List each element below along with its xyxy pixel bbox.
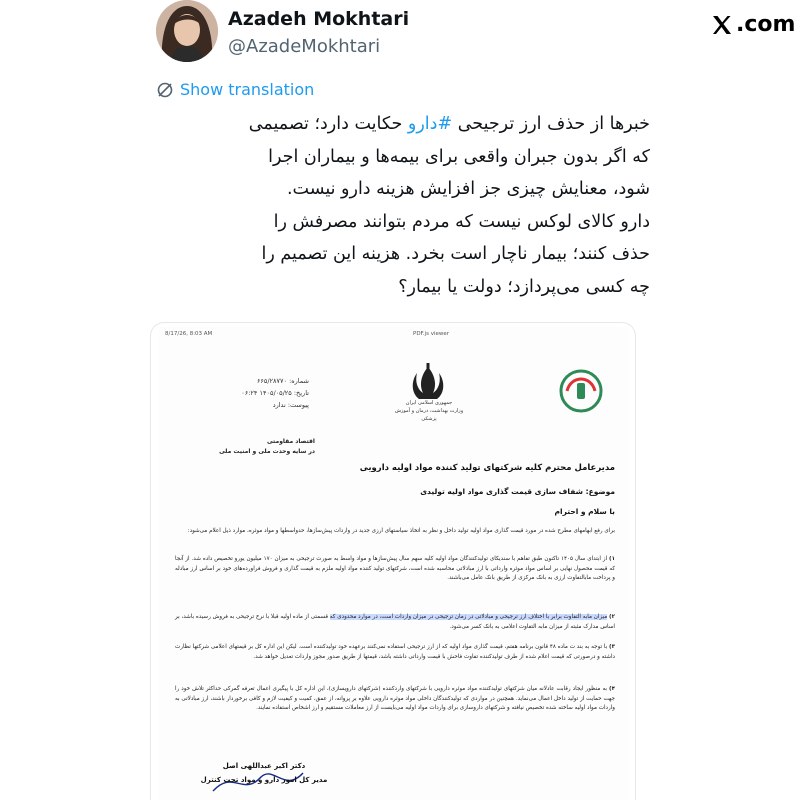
- item-number: ۲): [609, 614, 615, 620]
- fda-logo-icon: [553, 365, 609, 421]
- slogan: [195, 437, 315, 457]
- ministry-line: وزارت بهداشت، درمان و آموزش پزشکی: [394, 408, 464, 422]
- letter-addressee: مدیرعامل محترم کلیه شرکتهای تولید کننده مواد اولیه دارویی: [359, 463, 615, 473]
- signature-block: [189, 759, 339, 787]
- item-number: ۴): [609, 686, 616, 692]
- letter-item: [175, 613, 615, 632]
- tweet-line: دارو کالای لوکس نیست که مردم بتوانند مصرفش را: [273, 211, 650, 232]
- user-handle[interactable]: @AzadeMokhtari: [228, 36, 381, 57]
- item-text: به منظور ایجاد رقابت عادلانه میان شرکتهای تولیدکننده مواد موثره دارویی با شرکتهای واردکننده (شرکتهای دارویسازی)، این اداره کل با پیگیری اعمال تعرفه گمرکی حداکثر تلاش خود را جهت حمایت از تولید داخل اعمال می‌نماید. همچنین در مواردی که تولیدکنندگان داخلی مواد موثره دارویی علاوه بر پروانه، از عمق، کمیت و کیفیت لازم و کافی برخوردار باشند، ارز مبادلاتی به واردات مواد اولیه ساخته شده تخصیص نیافته و شرکتهای داروسازی برای واردات مواد اولیه می‌بایست از ارز معاملات مستقیم و ارز اشخاص استفاده نمایند.: [175, 686, 615, 712]
- translate-icon: [156, 81, 174, 99]
- item-number: ۳): [609, 644, 615, 650]
- tweet-text: [150, 108, 650, 303]
- signer-title: مدیر کل امور دارو و مواد تحت کنترل: [200, 776, 328, 784]
- slogan-line: اقتصاد مقاومتی: [266, 438, 315, 445]
- slogan-line: در سایه وحدت ملی و امنیت ملی: [219, 448, 315, 455]
- item-number: ۱): [609, 556, 615, 562]
- ministry-line: جمهوری اسلامی ایران: [405, 400, 453, 406]
- letter-greeting: با سلام و احترام: [554, 507, 615, 516]
- letter-number: شماره: ۶۶۵/۲۸۷۷۰: [256, 377, 309, 385]
- letter-intro: برای رفع ابهامهای مطرح شده در مورد قیمت گذاری مواد اولیه تولید داخل و نظر به اتخاذ سیاستهای ارزی جدید در واردات پیش‌سازها، حدواسطها و مواد موثره، موارد ذیل اعلام می‌شود:: [187, 528, 615, 534]
- letter-subject: موضوع: شفاف سازی قیمت گذاری مواد اولیه تولیدی: [420, 487, 615, 496]
- letter-meta: [219, 375, 309, 411]
- display-name[interactable]: Azadeh Mokhtari: [228, 8, 410, 30]
- tweet-line: حذف کنند؛ بیمار ناچار است بخرد. هزینه این تصمیم را: [261, 244, 650, 264]
- attached-image[interactable]: [150, 322, 636, 800]
- viewer-title: PDF.js viewer: [413, 331, 450, 337]
- letter-document: [159, 327, 629, 800]
- viewer-timestamp: 8/17/26, 8:03 AM: [165, 331, 213, 337]
- item-text: از ابتدای سال ۱۴۰۵ تاکنون طبق تفاهم با سندیکای تولیدکنندگان مواد اولیه کلیه سهم سال پیش‌سازها و مواد واسط به صورت ترجیحی به میزان ۱۷۰ میلیون یورو تخصیص داده شد. از آنجا که قیمت محصول نهایی بر اساس مواد موثره وارداتی با ارز مبادلاتی محاسبه شده است، شرکتهای تولید کننده مواد اولیه ملزم به قیمت گذاری و فروش فراورده‌های خود بر اساس ارز مبادله و پرداخت مابالتفاوت ارزی به بانک مرکزی از طریق بانک عامل می‌باشند.: [175, 556, 615, 582]
- highlighted-text: میزان مابه التفاوت برابر با اختلاف ارز ترجیحی و مبادلاتی در زمان ترجیحی در میزان واردات است، در موارد محدودی که: [329, 614, 608, 620]
- signer-name: دکتر اکبر عبداللهی اصل: [222, 762, 306, 770]
- brand-label: .com: [736, 12, 796, 37]
- tweet-line: [150, 108, 650, 141]
- item-text: با توجه به بند ت ماده ۴۸ قانون برنامه هفتم، قیمت گذاری مواد اولیه که از ارز ترجیحی استفاده نمی‌کنند برعهده خود تولیدکننده است. لیکن این اداره کل بر قیمتهای اعلامی شرکتها نظارت داشته و درصورتی که قیمت اعلام شده از طرف تولیدکننده تفاوت فاحش با قیمت وارداتی داشته باشد، قیمتها از طریق صدور مجوز واردات تعدیل خواهد شد.: [175, 644, 615, 660]
- hashtag-link[interactable]: #دارو: [407, 114, 453, 134]
- item-text: قسمتی از ماده اولیه قبلا با نرخ ترجیحی به فروش رسیده باشد، بر اساس مدارک مثبته از میزان مابه التفاوت اعلامی به بانک کسر می‌شود.: [174, 614, 615, 630]
- avatar[interactable]: [156, 0, 218, 62]
- show-translation-label: Show translation: [180, 80, 315, 99]
- show-translation-link[interactable]: [156, 80, 314, 99]
- tweet-line-text: حکایت دارد؛ تصمیمی: [248, 114, 408, 134]
- x-logo-icon: [710, 13, 734, 37]
- tweet-line: که اگر بدون جبران واقعی برای بیمه‌ها و بیماران اجرا: [268, 146, 650, 167]
- letter-item: [175, 643, 615, 662]
- tweet-line: چه کسی می‌پردازد؛ دولت یا بیمار؟: [398, 276, 650, 297]
- ministry-caption: [389, 399, 469, 423]
- tweet-line-text: خبرها از حذف ارز ترجیحی: [452, 114, 650, 134]
- tweet-line: شود، معنایش چیزی جز افزایش هزینه دارو نیست.: [286, 179, 650, 199]
- letter-item: [175, 555, 615, 584]
- letter-date: تاریخ: ۱۴۰۵/۰۵/۲۵ ۰۶:۲۴: [241, 389, 309, 397]
- letter-attachment: پیوست: ندارد: [272, 401, 309, 409]
- tweet-header: [156, 0, 796, 72]
- brand-mark: [710, 12, 795, 37]
- letter-item: [175, 685, 615, 714]
